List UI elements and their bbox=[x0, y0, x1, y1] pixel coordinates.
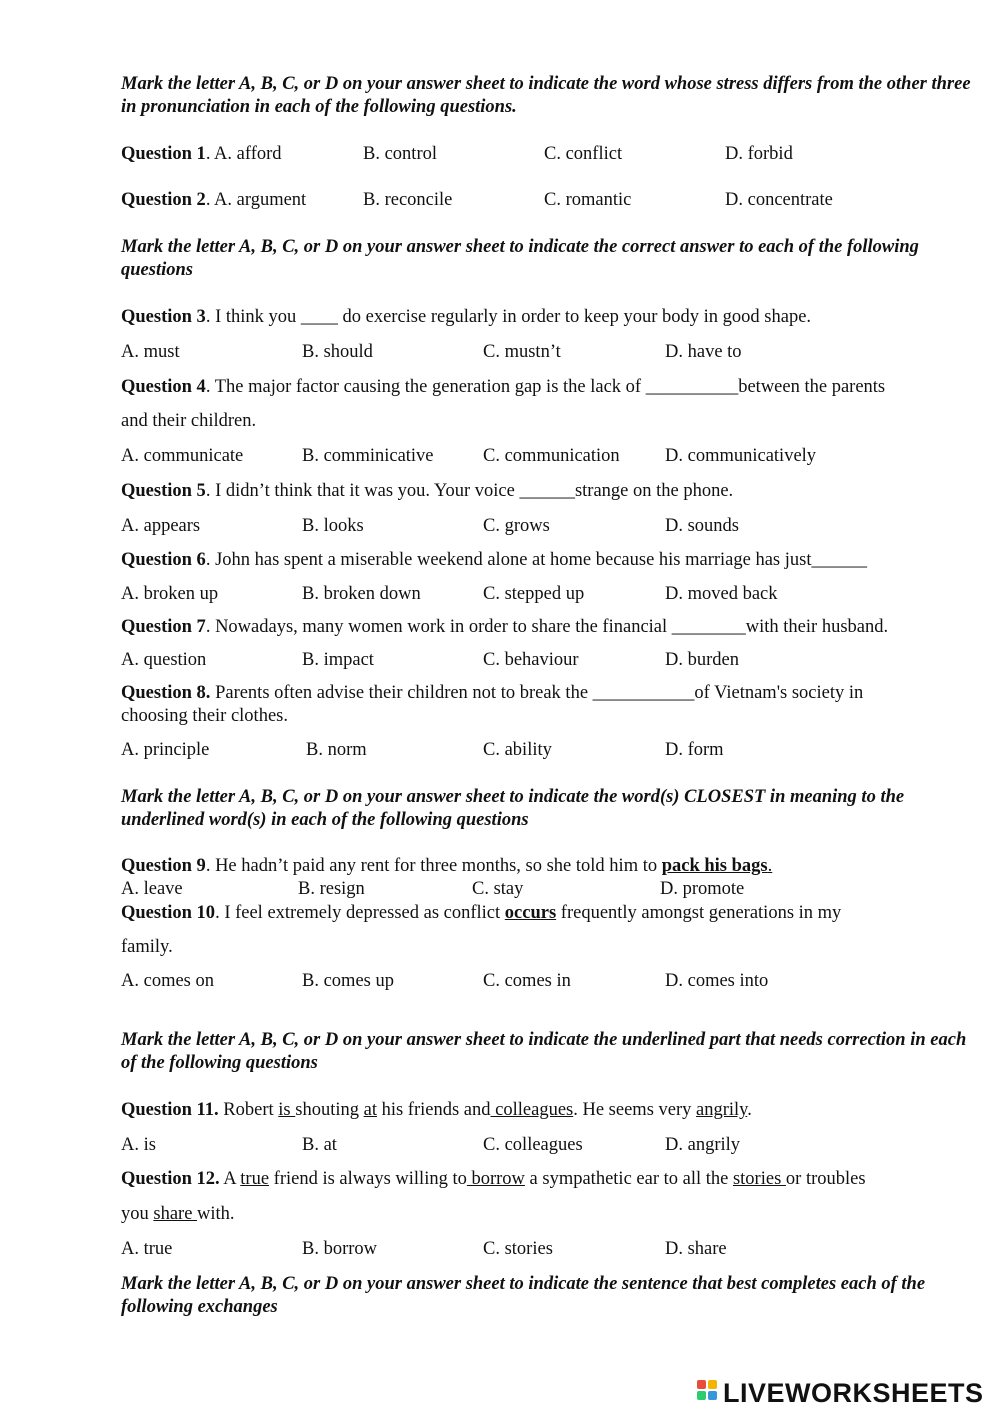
underlined-word: occurs bbox=[504, 903, 557, 923]
question-text: . I feel extremely depressed as conflict bbox=[215, 903, 505, 923]
option-c: C. stepped up bbox=[483, 584, 585, 604]
option-d: D. moved back bbox=[665, 584, 778, 604]
question-5 bbox=[121, 481, 733, 502]
question-label: Question 2 bbox=[121, 190, 206, 210]
option-a: A. principle bbox=[121, 740, 210, 760]
question-label: Question 5 bbox=[121, 481, 206, 501]
option-d: D. sounds bbox=[665, 516, 740, 536]
question-1 bbox=[121, 144, 282, 165]
option-c: C. mustn’t bbox=[483, 342, 561, 362]
text-part: Robert bbox=[218, 1100, 279, 1120]
underlined-part-c: colleagues bbox=[490, 1100, 574, 1120]
option-b: B. should bbox=[302, 342, 373, 362]
underlined-part-a: is bbox=[278, 1100, 296, 1120]
option-b: B. broken down bbox=[302, 584, 421, 604]
option-a: A. communicate bbox=[121, 446, 244, 466]
option-d: D. promote bbox=[660, 879, 745, 899]
question-text: . Nowadays, many women work in order to share the financial ________with their husband. bbox=[205, 617, 889, 637]
option-b: B. reconcile bbox=[363, 190, 453, 210]
option-a: . A. argument bbox=[205, 190, 307, 210]
question-12-continued bbox=[121, 1204, 235, 1225]
text-part: with. bbox=[197, 1204, 235, 1224]
question-text: . I think you ____ do exercise regularly in order to keep your body in good shape. bbox=[205, 307, 812, 327]
question-text: Parents often advise their children not to break the ___________of Vietnam's society in bbox=[210, 683, 864, 703]
text-part: a sympathetic ear to all the bbox=[524, 1169, 733, 1189]
option-a: A. comes on bbox=[121, 971, 214, 991]
option-d: D. share bbox=[665, 1239, 727, 1259]
question-label: Question 12. bbox=[121, 1169, 220, 1189]
question-label: Question 4 bbox=[121, 377, 206, 397]
text-part: . bbox=[747, 1100, 752, 1120]
option-a: A. is bbox=[121, 1135, 156, 1155]
question-text: . I didn’t think that it was you. Your voice ______strange on the phone. bbox=[205, 481, 734, 501]
option-d: D. concentrate bbox=[725, 190, 833, 210]
option-c: C. colleagues bbox=[483, 1135, 583, 1155]
question-text-continued: family. bbox=[121, 937, 173, 957]
option-a: A. appears bbox=[121, 516, 201, 536]
question-8 bbox=[121, 683, 863, 704]
option-c: C. ability bbox=[483, 740, 552, 760]
option-c: C. communication bbox=[483, 446, 620, 466]
option-c: C. behaviour bbox=[483, 650, 579, 670]
option-d: D. comes into bbox=[665, 971, 769, 991]
text-part: his friends and bbox=[376, 1100, 491, 1120]
question-label: Question 3 bbox=[121, 307, 206, 327]
question-9 bbox=[121, 856, 772, 877]
question-label: Question 6 bbox=[121, 550, 206, 570]
option-a: A. must bbox=[121, 342, 180, 362]
question-text-end: frequently amongst generations in my bbox=[556, 903, 842, 923]
underlined-part-a: true bbox=[240, 1169, 270, 1189]
option-a: A. broken up bbox=[121, 584, 219, 604]
question-text: . The major factor causing the generation gap is the lack of __________between the parents bbox=[205, 377, 886, 397]
liveworksheets-logo[interactable] bbox=[697, 1376, 984, 1410]
option-d: D. have to bbox=[665, 342, 742, 362]
text-part: or troubles bbox=[785, 1169, 866, 1189]
logo-icon bbox=[697, 1380, 719, 1406]
question-text-continued: choosing their clothes. bbox=[121, 706, 288, 726]
question-label: Question 8. bbox=[121, 683, 211, 703]
question-label: Question 11. bbox=[121, 1100, 219, 1120]
option-b: B. comes up bbox=[302, 971, 394, 991]
option-c: C. romantic bbox=[544, 190, 632, 210]
question-4 bbox=[121, 377, 885, 398]
question-11 bbox=[121, 1100, 752, 1121]
option-a: A. question bbox=[121, 650, 207, 670]
option-d: D. angrily bbox=[665, 1135, 741, 1155]
option-d: D. burden bbox=[665, 650, 739, 670]
option-b: B. borrow bbox=[302, 1239, 378, 1259]
instruction-closest-meaning: Mark the letter A, B, C, or D on your answer sheet to indicate the word(s) CLOSEST in meaning to the underlined word(s) in each of the following questions bbox=[121, 787, 905, 830]
text-part: shouting bbox=[295, 1100, 364, 1120]
underlined-part-b: borrow bbox=[466, 1169, 525, 1189]
question-end: . bbox=[767, 856, 773, 876]
question-text: . John has spent a miserable weekend alone at home because his marriage has just______ bbox=[205, 550, 867, 570]
question-10 bbox=[121, 903, 841, 924]
question-label: Question 9 bbox=[121, 856, 206, 876]
option-b: B. norm bbox=[306, 740, 367, 760]
instruction-correct-answer: Mark the letter A, B, C, or D on your answer sheet to indicate the correct answer to each of the following questions bbox=[121, 237, 919, 280]
text-part: . He seems very bbox=[573, 1100, 697, 1120]
question-2 bbox=[121, 190, 306, 211]
question-7 bbox=[121, 617, 888, 638]
instruction-stress: Mark the letter A, B, C, or D on your answer sheet to indicate the word whose stress differs from the other three in pronunciation in each of the following questions. bbox=[121, 74, 971, 117]
option-c: C. stay bbox=[472, 879, 524, 899]
option-a: A. leave bbox=[121, 879, 183, 899]
question-label: Question 1 bbox=[121, 144, 206, 164]
option-c: C. comes in bbox=[483, 971, 571, 991]
question-12 bbox=[121, 1169, 866, 1190]
option-b: B. at bbox=[302, 1135, 337, 1155]
question-label: Question 7 bbox=[121, 617, 206, 637]
question-text-continued: and their children. bbox=[121, 411, 257, 431]
option-c: C. stories bbox=[483, 1239, 553, 1259]
underlined-part-d: angrily bbox=[696, 1100, 748, 1120]
option-d: D. communicatively bbox=[665, 446, 817, 466]
option-b: B. control bbox=[363, 144, 437, 164]
text-part: A bbox=[219, 1169, 241, 1189]
question-label: Question 10 bbox=[121, 903, 216, 923]
option-c: C. conflict bbox=[544, 144, 623, 164]
underlined-part-c: stories bbox=[732, 1169, 786, 1189]
underlined-phrase: pack his bags bbox=[661, 856, 768, 876]
text-part: friend is always willing to bbox=[269, 1169, 467, 1189]
option-a: . A. afford bbox=[205, 144, 282, 164]
instruction-exchanges: Mark the letter A, B, C, or D on your answer sheet to indicate the sentence that best completes each of the following exchanges bbox=[121, 1274, 926, 1317]
question-3 bbox=[121, 307, 811, 328]
option-d: D. forbid bbox=[725, 144, 793, 164]
option-b: B. comminicative bbox=[302, 446, 434, 466]
underlined-part-d: share bbox=[153, 1204, 198, 1224]
logo-text: LIVEWORKSHEETS bbox=[723, 1377, 984, 1408]
underlined-part-b: at bbox=[363, 1100, 377, 1120]
text-part: you bbox=[121, 1204, 154, 1224]
option-c: C. grows bbox=[483, 516, 550, 536]
option-a: A. true bbox=[121, 1239, 173, 1259]
option-d: D. form bbox=[665, 740, 724, 760]
option-b: B. resign bbox=[298, 879, 365, 899]
option-b: B. looks bbox=[302, 516, 364, 536]
option-b: B. impact bbox=[302, 650, 374, 670]
question-6 bbox=[121, 550, 867, 571]
instruction-error-correction: Mark the letter A, B, C, or D on your answer sheet to indicate the underlined part that needs correction in each of the following questions bbox=[121, 1030, 967, 1073]
question-text: . He hadn’t paid any rent for three months, so she told him to bbox=[205, 856, 662, 876]
